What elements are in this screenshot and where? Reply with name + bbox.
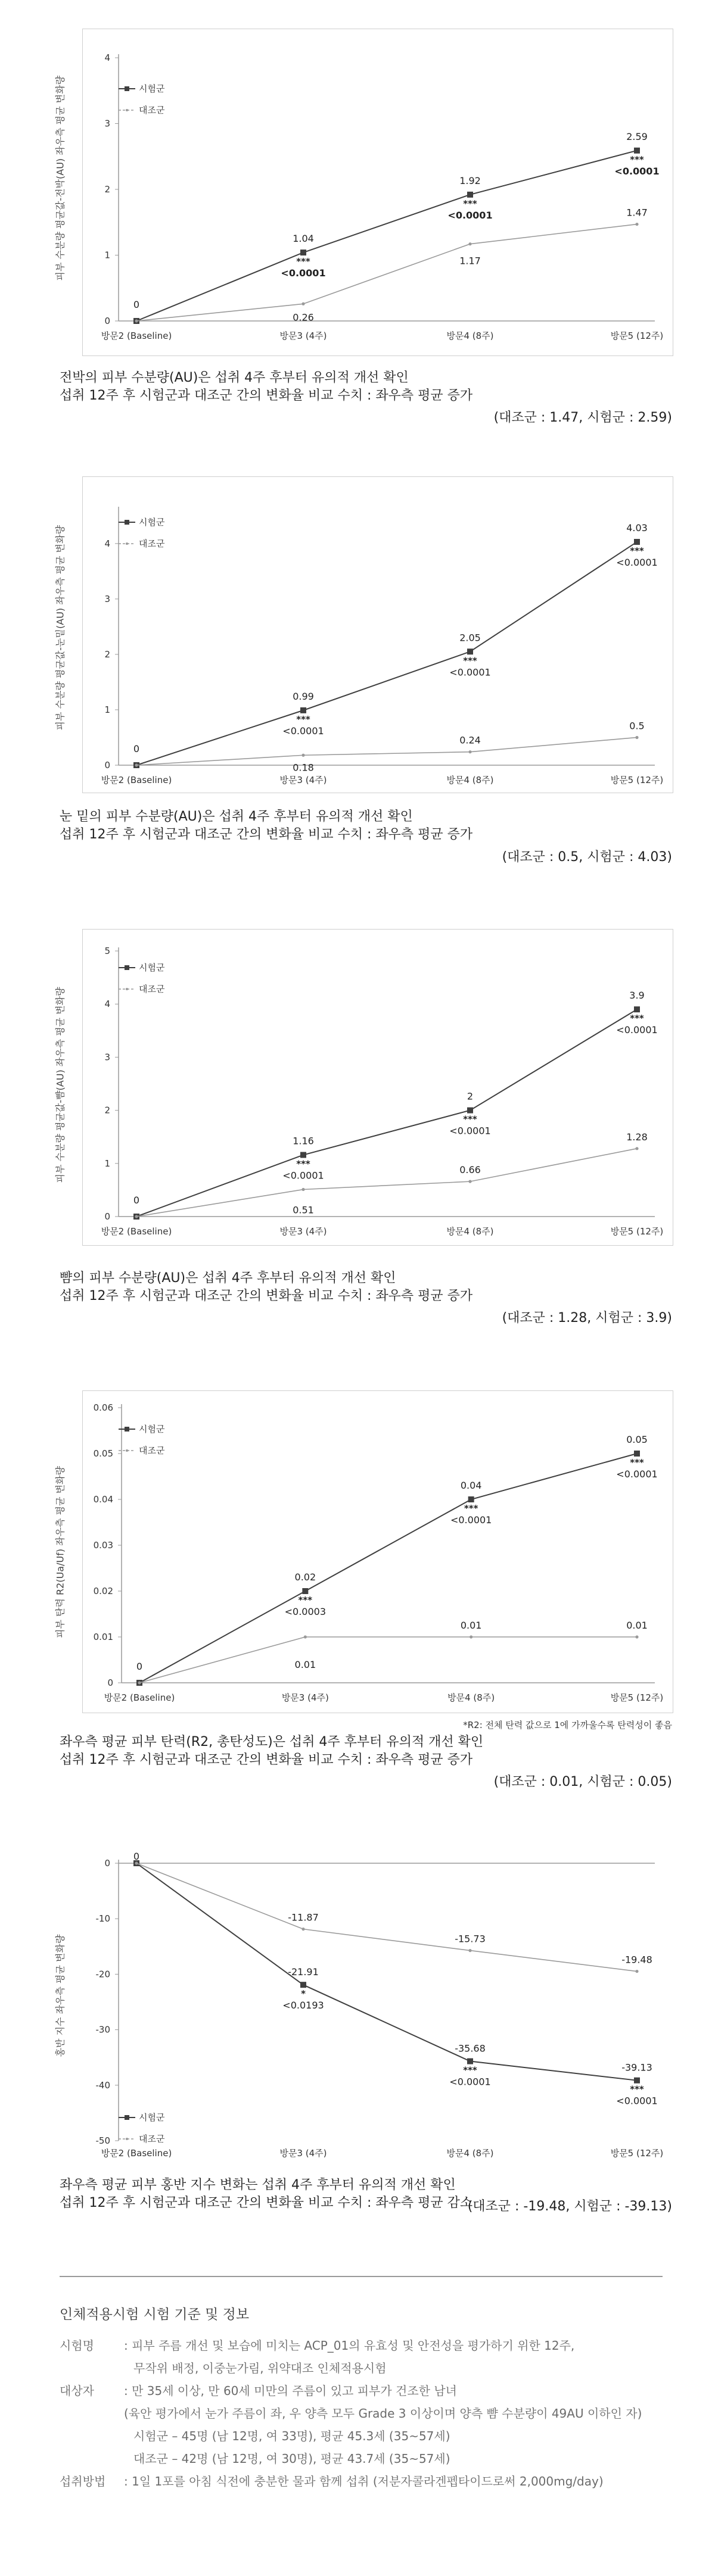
data-point-control xyxy=(135,1861,138,1864)
p-value-label: <0.0001 xyxy=(616,2095,658,2107)
series-line-control xyxy=(139,1637,637,1683)
x-tick-label: 방문4 (8주) xyxy=(446,775,494,785)
study-info-key: 대상자 xyxy=(60,2384,94,2398)
data-label-control: -15.73 xyxy=(455,1933,486,1945)
chart-3 xyxy=(82,929,673,1246)
x-tick-label: 방문4 (8주) xyxy=(447,1692,495,1703)
data-label-control: 0.66 xyxy=(459,1164,481,1176)
legend-marker-test xyxy=(125,2115,129,2120)
study-info-row-method: 섭취방법 : 1일 1포를 아침 식전에 충분한 물과 함께 섭취 (저분자콜라겐펩타이드로써 2,000mg/day) xyxy=(60,2470,663,2493)
chart-5-ylabel: 홍반 지수 좌우측 평균 변화량 xyxy=(54,1934,66,2057)
y-tick-label: 5 xyxy=(104,946,110,956)
legend-label: 시험군 xyxy=(139,517,165,528)
y-tick-label: 1 xyxy=(104,250,110,261)
significance-stars: *** xyxy=(463,198,477,209)
data-point-control xyxy=(301,1188,304,1191)
significance-stars: *** xyxy=(630,154,644,165)
p-value-label: <0.0193 xyxy=(282,2000,324,2011)
y-tick-label: 0 xyxy=(104,316,110,326)
legend-marker-control xyxy=(126,1449,128,1452)
y-tick-label: 4 xyxy=(104,538,110,549)
data-point-control xyxy=(635,736,638,739)
data-point-control xyxy=(635,1970,638,1973)
data-point-control xyxy=(301,754,304,757)
study-info-value: 시험군 – 45명 (남 12명, 여 33명), 평균 45.3세 (35~57세) xyxy=(133,2429,450,2443)
legend-label: 대조군 xyxy=(139,105,165,116)
chart-5-caption-sub: 섭취 12주 후 시험군과 대조군 간의 변화율 비교 수치 : 좌우측 평균 감소 xyxy=(60,2195,473,2210)
significance-stars: *** xyxy=(630,1013,644,1024)
y-tick-label: 0.05 xyxy=(93,1448,113,1459)
data-point-test xyxy=(634,1451,640,1457)
x-tick-label: 방문3 (4주) xyxy=(279,775,327,785)
legend-label: 시험군 xyxy=(139,2112,165,2123)
data-point-control xyxy=(468,1949,471,1952)
y-tick-label: 1 xyxy=(104,1158,110,1169)
data-point-test xyxy=(467,1108,473,1114)
chart-2-svg xyxy=(83,477,673,793)
data-point-test xyxy=(467,192,473,198)
data-label-test: 4.03 xyxy=(626,522,648,534)
y-tick-label: 0 xyxy=(107,1677,113,1688)
study-info-value: (육안 평가에서 눈가 주름이 좌, 우 양측 모두 Grade 3 이상이며 양측 뺨 수분량이 49AU 이하인 자) xyxy=(124,2406,642,2421)
x-tick-label: 방문2 (Baseline) xyxy=(101,330,172,341)
significance-stars: *** xyxy=(630,545,644,557)
x-tick-label: 방문2 (Baseline) xyxy=(101,1226,172,1237)
study-info-row-name: 시험명 : 피부 주름 개선 및 보습에 미치는 ACP_01의 유효성 및 안전성을 평가하기 위한 12주, xyxy=(60,2334,663,2357)
data-label-test: 2.59 xyxy=(626,130,648,142)
significance-stars: *** xyxy=(630,2084,644,2095)
y-tick-label: -20 xyxy=(95,1969,110,1980)
y-tick-label: 4 xyxy=(104,52,110,63)
study-info-value: 1일 1포를 아침 식전에 충분한 물과 함께 섭취 (저분자콜라겐펩타이드로써 2,000mg/day) xyxy=(132,2474,604,2488)
data-label-test: 0.05 xyxy=(626,1434,648,1445)
data-point-test xyxy=(300,707,306,713)
significance-stars: *** xyxy=(463,655,477,666)
p-value-label: <0.0001 xyxy=(282,1170,324,1181)
data-label-control: 0.51 xyxy=(293,1204,314,1216)
significance-stars: *** xyxy=(630,1457,644,1468)
p-value-label: <0.0001 xyxy=(449,2076,491,2088)
data-point-test xyxy=(634,539,640,545)
data-point-control xyxy=(468,1180,471,1183)
y-tick-label: 0.04 xyxy=(93,1494,113,1505)
p-value-label: <0.0003 xyxy=(284,1606,327,1617)
chart-1-caption-title: 전박의 피부 수분량(AU)은 섭취 4주 후부터 유의적 개선 확인 xyxy=(60,370,409,385)
data-label-test: -21.91 xyxy=(288,1966,319,1978)
y-tick-label: 2 xyxy=(104,184,110,195)
study-info-title: 인체적용시험 시험 기준 및 정보 xyxy=(60,2307,250,2322)
x-tick-label: 방문3 (4주) xyxy=(279,330,327,341)
series-line-control xyxy=(136,734,637,765)
chart-3-caption-sub: 섭취 12주 후 시험군과 대조군 간의 변화율 비교 수치 : 좌우측 평균 증가 xyxy=(60,1289,473,1303)
chart-3-caption-values: (대조군 : 1.28, 시험군 : 3.9) xyxy=(502,1311,672,1326)
study-info-value: 대조군 – 42명 (남 12명, 여 30명), 평균 43.7세 (35~57세) xyxy=(133,2452,450,2466)
p-value-label: <0.0001 xyxy=(282,725,324,737)
y-tick-label: -50 xyxy=(95,2135,110,2146)
chart-5-caption-values: (대조군 : -19.48, 시험군 : -39.13) xyxy=(467,2199,672,2214)
data-label-test: 0.99 xyxy=(293,690,314,702)
chart-1-svg xyxy=(83,29,673,355)
legend-label: 시험군 xyxy=(139,1424,165,1434)
legend-marker-test xyxy=(125,965,129,970)
chart-4-caption xyxy=(60,1733,483,1769)
study-info-value: 무작위 배정, 이중눈가림, 위약대조 인체적용시험 xyxy=(133,2361,387,2375)
p-value-label: <0.0001 xyxy=(614,165,660,177)
x-tick-label: 방문3 (4주) xyxy=(279,1226,327,1237)
legend-marker-control xyxy=(126,2138,128,2140)
chart-section-3 xyxy=(0,929,715,1405)
data-point-test xyxy=(300,250,306,255)
legend-marker-control xyxy=(126,542,128,545)
data-point-test xyxy=(468,1496,474,1502)
data-label-test: 1.16 xyxy=(293,1135,314,1147)
study-info-value: 피부 주름 개선 및 보습에 미치는 ACP_01의 유효성 및 안전성을 평가하기 위한 12주, xyxy=(132,2338,575,2353)
series-line-control xyxy=(136,1149,637,1217)
p-value-label: <0.0001 xyxy=(447,209,493,221)
data-label-test: 0 xyxy=(133,299,140,310)
chart-2-ylabel: 피부 수분량 평균값-눈밑(AU) 좌우측 평균 변화량 xyxy=(54,525,66,731)
y-tick-label: 4 xyxy=(104,999,110,1010)
legend-label: 대조군 xyxy=(139,1445,165,1456)
chart-2-caption xyxy=(60,808,472,844)
data-label-control: 1.17 xyxy=(459,255,481,267)
p-value-label: <0.0001 xyxy=(449,1125,491,1137)
chart-1-caption xyxy=(60,369,472,405)
data-label-control: 1.28 xyxy=(626,1131,648,1143)
chart-2-caption-values: (대조군 : 0.5, 시험군 : 4.03) xyxy=(502,850,672,865)
x-tick-label: 방문2 (Baseline) xyxy=(101,2148,172,2159)
p-value-label: <0.0001 xyxy=(616,1024,658,1036)
data-label-control: 0.01 xyxy=(460,1620,482,1631)
data-label-test: 0.04 xyxy=(460,1480,482,1491)
chart-section-2 xyxy=(0,476,715,965)
chart-4-caption-sub: 섭취 12주 후 시험군과 대조군 간의 변화율 비교 수치 : 좌우측 평균 증가 xyxy=(60,1752,473,1767)
significance-stars: *** xyxy=(463,1114,477,1125)
p-value-label: <0.0001 xyxy=(450,1514,492,1526)
chart-1-ylabel: 피부 수분량 평균값-전박(AU) 좌우측 평균 변화량 xyxy=(54,75,66,281)
y-tick-label: 2 xyxy=(104,1105,110,1116)
x-tick-label: 방문3 (4주) xyxy=(281,1692,329,1703)
data-label-test: 0 xyxy=(133,743,140,754)
data-point-test xyxy=(634,1006,640,1012)
series-line-test xyxy=(136,1863,637,2081)
data-label-test: 0.02 xyxy=(294,1571,316,1583)
data-point-control xyxy=(635,1147,638,1150)
study-info-key: 시험명 xyxy=(60,2338,94,2353)
chart-5-svg xyxy=(83,1847,673,2162)
chart-2-caption-title: 눈 밑의 피부 수분량(AU)은 섭취 4주 후부터 유의적 개선 확인 xyxy=(60,809,413,824)
data-point-test xyxy=(467,2059,473,2064)
y-tick-label: 3 xyxy=(104,593,110,604)
y-tick-label: 3 xyxy=(104,1052,110,1063)
x-tick-label: 방문5 (12주) xyxy=(610,2148,664,2159)
y-tick-label: 0 xyxy=(104,760,110,771)
significance-stars: *** xyxy=(464,1503,478,1514)
legend-label: 대조군 xyxy=(139,984,165,994)
p-value-label: <0.0001 xyxy=(616,557,658,569)
x-tick-label: 방문4 (8주) xyxy=(446,2148,494,2159)
series-line-test xyxy=(136,151,637,321)
chart-3-svg xyxy=(83,930,673,1245)
y-tick-label: 0 xyxy=(104,1858,110,1869)
y-tick-label: 0.06 xyxy=(93,1402,113,1413)
x-tick-label: 방문4 (8주) xyxy=(446,1226,494,1237)
significance-stars: *** xyxy=(296,1158,310,1170)
chart-1-caption-values: (대조군 : 1.47, 시험군 : 2.59) xyxy=(493,410,672,425)
y-tick-label: 0.01 xyxy=(93,1632,113,1642)
data-label-test: -39.13 xyxy=(621,2062,652,2073)
p-value-label: <0.0001 xyxy=(616,1468,658,1480)
study-info-key: 섭취방법 xyxy=(60,2474,106,2488)
y-tick-label: 0 xyxy=(104,1211,110,1222)
data-point-control xyxy=(468,750,471,753)
data-label-control: 0.5 xyxy=(629,720,645,732)
data-point-test xyxy=(300,1152,306,1158)
study-info-value: 만 35세 이상, 만 60세 미만의 주름이 있고 피부가 건조한 남녀 xyxy=(132,2384,457,2398)
data-label-control: 0.18 xyxy=(293,762,314,774)
legend-label: 시험군 xyxy=(139,83,165,94)
chart-4-note: *R2: 전체 탄력 값으로 1에 가까울수록 탄력성이 좋음 xyxy=(463,1720,672,1730)
chart-5-caption-title: 좌우측 평균 피부 홍반 지수 변화는 섭취 4주 후부터 유의적 개선 확인 xyxy=(60,2178,456,2193)
data-point-control xyxy=(304,1635,307,1638)
data-point-test xyxy=(302,1588,308,1594)
x-tick-label: 방문5 (12주) xyxy=(610,1692,664,1703)
chart-4-svg xyxy=(83,1391,673,1713)
series-line-test xyxy=(139,1454,637,1683)
y-tick-label: 0.02 xyxy=(93,1586,113,1596)
data-label-test: 0 xyxy=(133,1195,140,1206)
x-tick-label: 방문3 (4주) xyxy=(279,2148,327,2159)
legend-marker-control xyxy=(126,109,128,111)
data-label-control: 0.01 xyxy=(294,1659,316,1670)
study-info xyxy=(60,2303,663,2493)
chart-4-caption-title: 좌우측 평균 피부 탄력(R2, 총탄성도)은 섭취 4주 후부터 유의적 개선 확인 xyxy=(60,1735,484,1749)
p-value-label: <0.0001 xyxy=(281,267,326,279)
series-line-control xyxy=(136,224,637,321)
data-label-test: 3.9 xyxy=(629,990,645,1002)
data-point-control xyxy=(301,302,304,305)
data-label-test: 2 xyxy=(467,1090,474,1102)
data-point-test xyxy=(467,648,473,654)
y-tick-label: 1 xyxy=(104,704,110,715)
chart-1-caption-sub: 섭취 12주 후 시험군과 대조군 간의 변화율 비교 수치 : 좌우측 평균 증가 xyxy=(60,388,473,403)
chart-section-4 xyxy=(0,1390,715,1879)
data-label-control: 1.47 xyxy=(626,207,648,219)
significance-stars: *** xyxy=(296,713,310,725)
data-point-test xyxy=(634,148,640,154)
data-point-control xyxy=(470,1635,472,1638)
data-label-test: 1.04 xyxy=(293,233,314,245)
y-tick-label: -40 xyxy=(95,2079,110,2091)
study-info-row-subjects: 대상자 : 만 35세 이상, 만 60세 미만의 주름이 있고 피부가 건조한 남녀 xyxy=(60,2379,663,2402)
chart-5 xyxy=(82,1846,673,2163)
y-tick-label: -30 xyxy=(95,2024,110,2035)
chart-4-ylabel: 피부 탄력 R2(Ua/Uf) 좌우측 평균 변화량 xyxy=(54,1466,66,1638)
data-point-control xyxy=(135,763,138,766)
data-point-control xyxy=(301,1928,304,1931)
data-point-control xyxy=(135,319,138,322)
x-tick-label: 방문2 (Baseline) xyxy=(104,1692,175,1703)
legend-marker-control xyxy=(126,988,128,990)
significance-stars: *** xyxy=(463,2064,477,2076)
y-tick-label: 2 xyxy=(104,648,110,660)
significance-stars: *** xyxy=(296,256,310,267)
chart-3-ylabel: 피부 수분량 평균값-뺨(AU) 좌우측 평균 변화량 xyxy=(54,987,66,1183)
chart-section-1 xyxy=(0,0,715,494)
x-tick-label: 방문4 (8주) xyxy=(446,330,494,341)
data-label-test: 0 xyxy=(136,1661,143,1672)
data-point-control xyxy=(138,1681,141,1684)
chart-1 xyxy=(82,29,673,356)
data-label-control: 0.26 xyxy=(293,311,314,323)
chart-3-caption-title: 뺨의 피부 수분량(AU)은 섭취 4주 후부터 유의적 개선 확인 xyxy=(60,1271,396,1286)
data-label-control: 0.01 xyxy=(626,1620,648,1631)
significance-stars: *** xyxy=(298,1595,313,1605)
y-tick-label: -10 xyxy=(95,1913,110,1925)
x-tick-label: 방문5 (12주) xyxy=(610,775,664,785)
legend-marker-test xyxy=(125,520,129,525)
legend-marker-test xyxy=(125,1427,129,1432)
series-line-test xyxy=(136,542,637,765)
data-point-control xyxy=(635,1635,638,1638)
chart-2 xyxy=(82,476,673,793)
data-label-control: -11.87 xyxy=(288,1911,319,1923)
x-tick-label: 방문5 (12주) xyxy=(610,1226,664,1237)
y-tick-label: 3 xyxy=(104,118,110,129)
y-tick-label: 0.03 xyxy=(93,1540,113,1551)
data-point-control xyxy=(635,223,638,226)
legend-marker-test xyxy=(125,86,129,91)
chart-2-caption-sub: 섭취 12주 후 시험군과 대조군 간의 변화율 비교 수치 : 좌우측 평균 증가 xyxy=(60,827,473,842)
data-label-control: 0.24 xyxy=(459,734,481,746)
significance-stars: * xyxy=(301,1988,306,2000)
legend-label: 대조군 xyxy=(139,538,165,549)
data-point-control xyxy=(468,242,471,245)
x-tick-label: 방문5 (12주) xyxy=(610,330,664,341)
chart-4-caption-values: (대조군 : 0.01, 시험군 : 0.05) xyxy=(493,1774,672,1789)
legend-label: 대조군 xyxy=(139,2134,165,2144)
x-tick-label: 방문2 (Baseline) xyxy=(101,775,172,785)
data-label-control: -19.48 xyxy=(621,1954,652,1966)
data-label-test: 1.92 xyxy=(459,174,481,186)
legend-label: 시험군 xyxy=(139,962,165,973)
chart-5-caption xyxy=(60,2176,472,2212)
data-label-test: -35.68 xyxy=(455,2042,486,2054)
data-label-test: 0 xyxy=(133,1851,140,1862)
chart-section-5 xyxy=(0,1846,715,2287)
chart-3-caption xyxy=(60,1270,472,1305)
data-point-test xyxy=(300,1982,306,1988)
data-label-test: 2.05 xyxy=(459,632,481,644)
data-point-control xyxy=(135,1215,138,1218)
p-value-label: <0.0001 xyxy=(449,666,491,678)
chart-4 xyxy=(82,1390,673,1713)
data-point-test xyxy=(634,2078,640,2084)
info-divider xyxy=(60,2276,663,2277)
